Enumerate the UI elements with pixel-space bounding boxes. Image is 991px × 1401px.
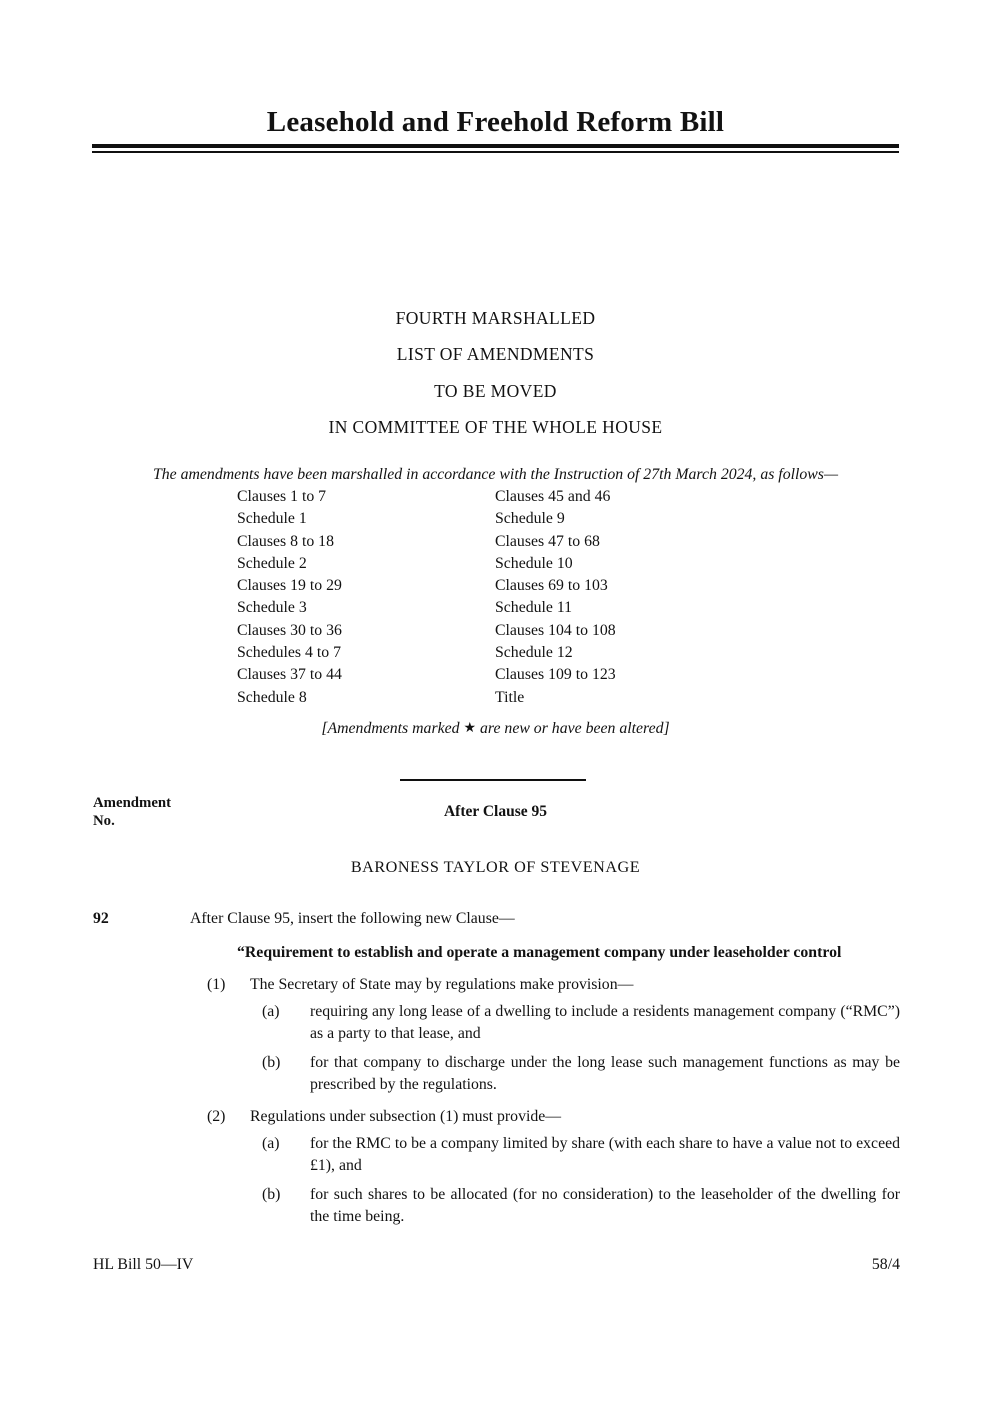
marshalled-row (237, 687, 616, 709)
marshalled-right-item: Schedule 10 (495, 554, 573, 572)
footer-sheet-number: 58/4 (871, 1256, 900, 1273)
marshalled-right-item: Schedule 12 (495, 644, 573, 662)
marshalled-row (237, 620, 616, 642)
marshalled-row (237, 553, 616, 575)
marshalled-row (237, 642, 616, 664)
star-note-suffix: are new or have been altered] (476, 720, 670, 737)
star-note-prefix: [Amendments marked (321, 720, 464, 737)
marshalled-left-item: Schedules 4 to 7 (237, 644, 341, 662)
marshalled-heading-line-2: LIST OF AMENDMENTS (396, 344, 595, 364)
subsection-1-item-a (262, 1001, 900, 1045)
marshalled-heading-line-4: IN COMMITTEE OF THE WHOLE HOUSE (328, 417, 663, 437)
subsection-2-item-a (262, 1133, 900, 1177)
subsection-1-number: (1) (207, 976, 226, 993)
marshalled-right-item: Clauses 45 and 46 (495, 488, 611, 505)
marshalled-row (237, 486, 616, 508)
amendment-number: 92 (93, 910, 109, 927)
marshalled-right-item: Clauses 47 to 68 (495, 532, 600, 550)
marshalled-right-item: Schedule 9 (495, 510, 565, 528)
marshalling-instruction-note: The amendments have been marshalled in accordance with the Instruction of 27th March 2024, as follows— (152, 466, 839, 483)
subsection-2-item-a-number: (a) (262, 1135, 280, 1152)
subsection-2-item-b-number: (b) (262, 1186, 281, 1203)
marshalled-right-item: Schedule 11 (495, 599, 573, 617)
marshalled-right-item: Title (495, 688, 525, 706)
marshalled-row (237, 597, 616, 619)
subsection-2 (207, 1106, 900, 1128)
new-clause-title: “Requirement to establish and operate a management company under leaseholder control (237, 944, 842, 961)
mover-name: BARONESS TAYLOR OF STEVENAGE (350, 858, 641, 876)
marshalled-left-item: Clauses 37 to 44 (237, 666, 342, 684)
after-clause-heading: After Clause 95 (443, 803, 548, 820)
subsection-2-item-a-text: for the RMC to be a company limited by share (with each share to have a value not to exceed £1), and (310, 1135, 900, 1174)
marshalled-left-item: Schedule 2 (237, 554, 307, 572)
marshalled-order-list (237, 486, 616, 709)
amendment-number-row (93, 908, 900, 930)
subsection-1-item-b (262, 1052, 900, 1096)
marshalled-left-item: Schedule 3 (237, 599, 307, 617)
marshalled-left-item: Clauses 19 to 29 (237, 577, 342, 595)
subsection-1-item-b-text: for that company to discharge under the long lease such management functions as may be prescribed by the regulations. (310, 1054, 900, 1093)
amendment-no-label-line-1: Amendment (93, 795, 172, 811)
subsection-2-number: (2) (207, 1108, 226, 1125)
marshalled-row (237, 575, 616, 597)
amendment-no-label-line-2: No. (93, 813, 115, 829)
subsection-2-item-b-text: for such shares to be allocated (for no consideration) to the leaseholder of the dwelling for the time being. (310, 1186, 900, 1225)
marshalled-row (237, 664, 616, 686)
amendment-92-block (93, 908, 900, 1228)
marshalled-left-item: Clauses 8 to 18 (237, 532, 334, 550)
subsection-2-text: Regulations under subsection (1) must provide— (250, 1108, 562, 1125)
section-divider-rule (400, 779, 586, 781)
subsection-1-item-a-text: requiring any long lease of a dwelling to include a residents management company (“RMC”) as a party to that lease, and (310, 1003, 900, 1042)
subsection-2-item-b (262, 1184, 900, 1228)
page-footer (93, 1256, 900, 1274)
star-legend-note (0, 720, 991, 738)
marshalled-right-item: Clauses 109 to 123 (495, 666, 616, 684)
marshalled-heading-line-3: TO BE MOVED (434, 381, 557, 401)
marshalled-left-item: Schedule 8 (237, 688, 307, 706)
marshalled-right-item: Clauses 104 to 108 (495, 621, 616, 639)
marshalled-row (237, 508, 616, 530)
subsection-1 (207, 974, 900, 996)
marshalled-left-item: Schedule 1 (237, 510, 307, 528)
marshalled-right-item: Clauses 69 to 103 (495, 577, 608, 595)
marshalled-row (237, 531, 616, 553)
marshalled-left-item: Clauses 1 to 7 (237, 488, 327, 505)
amendment-instruction: After Clause 95, insert the following new Clause— (190, 910, 515, 927)
footer-bill-reference: HL Bill 50—IV (93, 1256, 194, 1273)
marshalled-left-item: Clauses 30 to 36 (237, 621, 342, 639)
star-icon: ★ (463, 721, 477, 736)
subsection-1-item-b-number: (b) (262, 1054, 281, 1071)
bill-title: Leasehold and Freehold Reform Bill (266, 106, 725, 138)
subsection-1-item-a-number: (a) (262, 1003, 280, 1020)
title-double-rule (92, 144, 899, 153)
marshalled-heading-line-1: FOURTH MARSHALLED (395, 308, 596, 328)
subsection-1-text: The Secretary of State may by regulations make provision— (250, 976, 634, 993)
